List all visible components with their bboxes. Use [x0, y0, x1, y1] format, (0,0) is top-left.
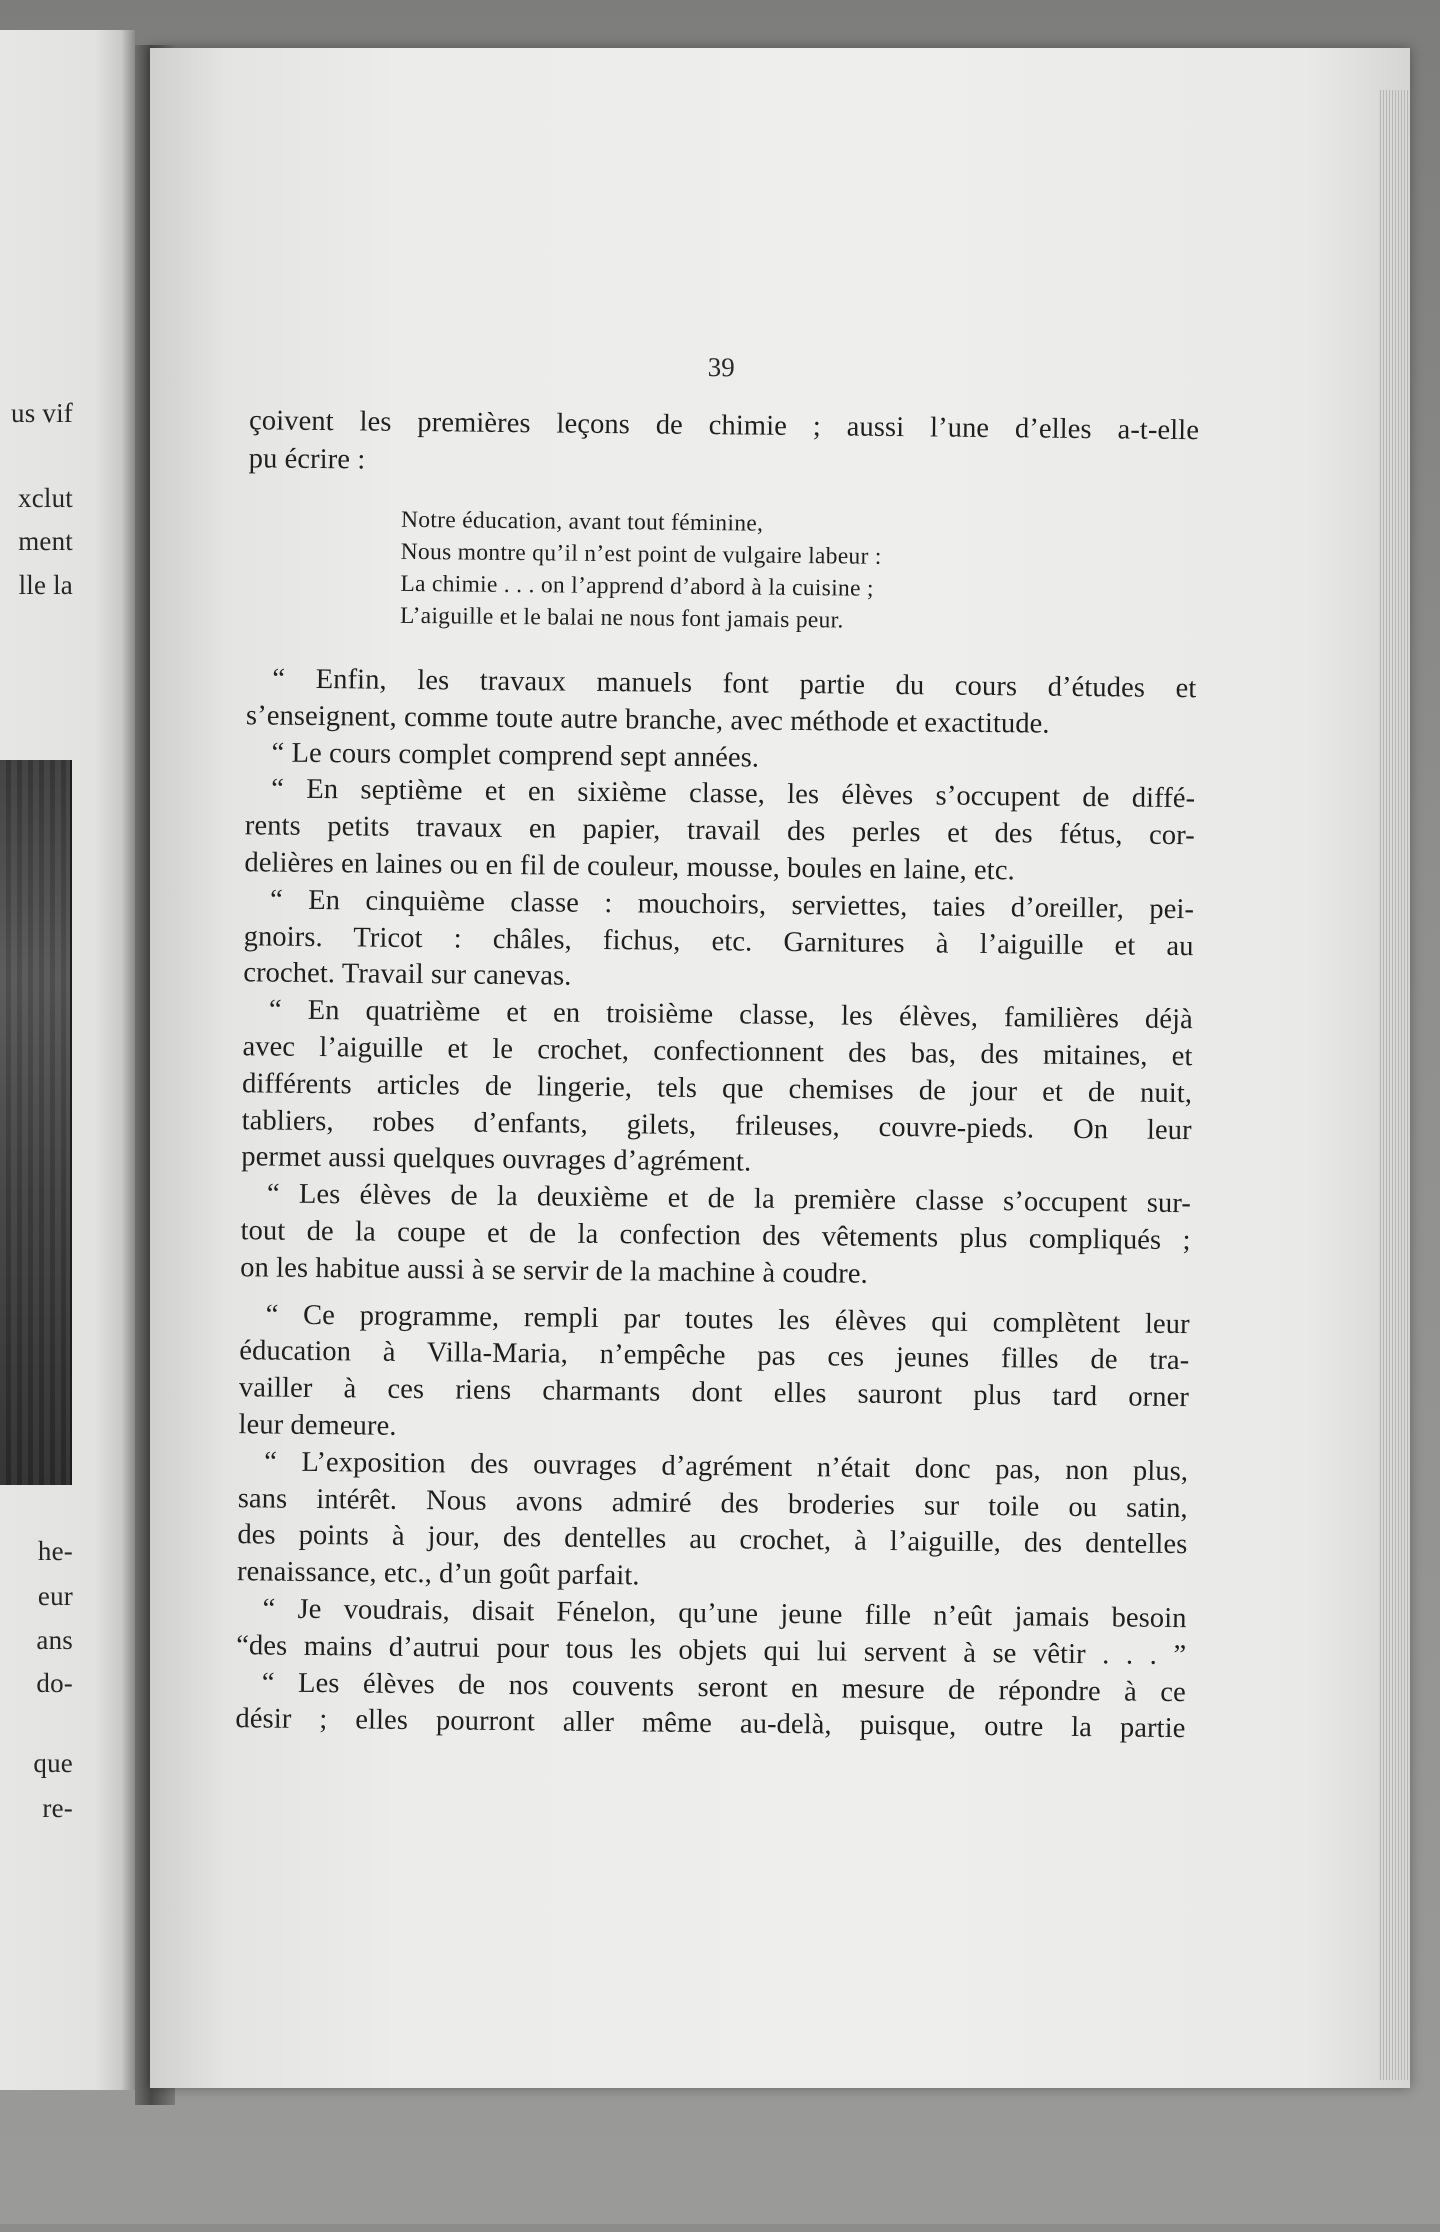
- left-page-text-fragment: re-: [42, 1793, 73, 1823]
- text-line: “ En cinquième classe : mouchoirs, serviettes, taies d’oreiller, pei-: [269, 884, 1195, 925]
- verse-line: Notre éducation, avant tout féminine,: [400, 506, 764, 537]
- text-line: des points à jour, des dentelles au crochet, à l’aiguille, des dentelles: [237, 1519, 1188, 1561]
- text-line: désir ; elles pourront aller même au-delà, puisque, outre la partie: [235, 1703, 1186, 1745]
- verse-line: La chimie . . . on l’apprend d’abord à la cuisine ;: [400, 570, 874, 602]
- left-page-text-fragment: us vif: [11, 398, 73, 428]
- text-line: gnoirs. Tricot : châles, fichus, etc. Garnitures à l’aiguille et au: [243, 920, 1194, 962]
- left-page-text-fragment: xclut: [18, 483, 73, 513]
- text-line: on les habitue aussi à se servir de la machine à coudre.: [240, 1251, 868, 1290]
- text-line: tabliers, robes d’enfants, gilets, frileuses, couvre-pieds. On leur: [241, 1104, 1192, 1146]
- left-page-text-fragment: eur: [37, 1581, 73, 1611]
- text-line: avec l’aiguille et le crochet, confectionnent des bas, des mitaines, et: [242, 1031, 1193, 1073]
- text-line: “ L’exposition des ouvrages d’agrément n’était donc pas, non plus,: [264, 1446, 1189, 1487]
- text-line: “ Les élèves de nos couvents seront en mesure de répondre à ce: [261, 1667, 1186, 1708]
- text-line: permet aussi quelques ouvrages d’agrément.: [241, 1141, 752, 1178]
- text-line: “ Le cours complet comprend sept années.: [271, 737, 760, 774]
- left-page-text-fragment: do-: [36, 1668, 73, 1698]
- left-page-text-fragment: ans: [36, 1625, 73, 1655]
- text-line: “ Je voudrais, disait Fénelon, qu’une jeune fille n’eût jamais besoin: [262, 1593, 1187, 1635]
- text-line: rents petits travaux en papier, travail des perles et des fétus, cor-: [244, 810, 1195, 852]
- left-page-text-fragment: lle la: [18, 570, 73, 600]
- text-line: crochet. Travail sur canevas.: [243, 957, 572, 993]
- text-line: delières en laines ou en fil de couleur, mousse, boules en laine, etc.: [244, 847, 1015, 887]
- text-line: tout de la coupe et de la confection des vêtements plus compliqués ;: [240, 1215, 1191, 1257]
- left-page-text-fragment: he-: [37, 1536, 73, 1566]
- left-page-text-fragment: que: [33, 1748, 73, 1778]
- text-line: “ Les élèves de la deuxième et de la première classe s’occupent sur-: [266, 1178, 1192, 1220]
- left-page-text-fragment: ment: [18, 526, 73, 556]
- text-line: sans intérêt. Nous avons admiré des broderies sur toile ou satin,: [237, 1482, 1188, 1524]
- text-line: “des mains d’autrui pour tous les objets qui lui servent à se vêtir . . . ”: [236, 1629, 1187, 1671]
- verse-line: Nous montre qu’il n’est point de vulgaire labeur :: [400, 538, 882, 570]
- text-line: “ En quatrième et en troisième classe, les élèves, familières déjà: [268, 994, 1194, 1036]
- text-line: çoivent les premières leçons de chimie ; aussi l’une d’elles a-t-elle: [248, 405, 1200, 447]
- text-line: éducation à Villa-Maria, n’empêche pas ces jeunes filles de tra-: [239, 1335, 1190, 1377]
- text-line: s’enseignent, comme toute autre branche, avec méthode et exactitude.: [245, 700, 1050, 740]
- text-line: leur demeure.: [238, 1409, 397, 1442]
- text-line: “ Ce programme, rempli par toutes les élèves qui complètent leur: [265, 1299, 1190, 1340]
- text-line: “ En septième et en sixième classe, les élèves s’occupent de diffé-: [271, 773, 1196, 815]
- page-number: 39: [707, 352, 735, 383]
- verse-line: L’aiguille et le balai ne nous font jamais peur.: [399, 602, 844, 634]
- text-line: renaissance, etc., d’un goût parfait.: [236, 1556, 640, 1592]
- text-line: vailler à ces riens charmants dont elles sauront plus tard orner: [238, 1372, 1190, 1414]
- text-line: “ Enfin, les travaux manuels font partie du cours d’études et: [272, 663, 1197, 705]
- text-line: pu écrire :: [248, 443, 366, 476]
- text-line: différents articles de lingerie, tels que chemises de jour et de nuit,: [241, 1068, 1193, 1109]
